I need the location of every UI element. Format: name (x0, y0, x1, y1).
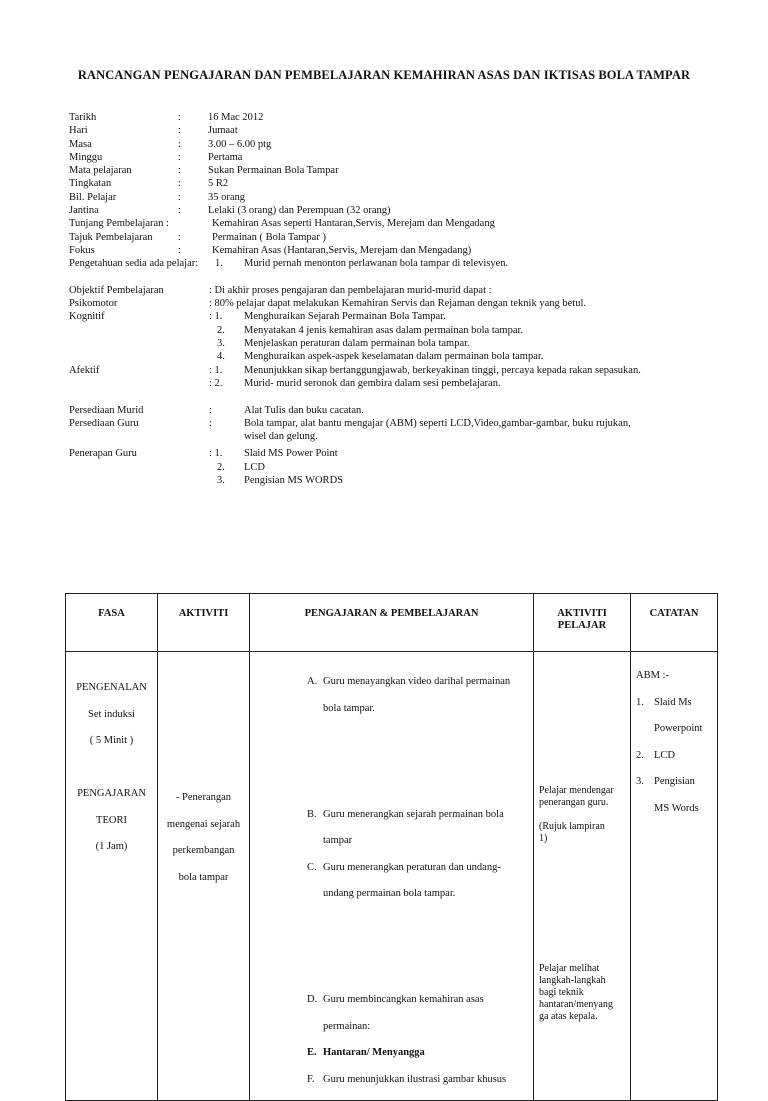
pengajaran-item (251, 940, 524, 967)
pelajar-line: bagi teknik (539, 987, 584, 998)
pelajar-line: (Rujuk lampiran (539, 821, 605, 832)
penerapan-guru-row-2: 2. LCD (217, 461, 265, 473)
persediaan-guru-row: Persediaan Guru : Bola tampar, alat bantu mengajar (ABM) seperti LCD,Video,gambar-gambar, buku rujukan, (69, 417, 631, 429)
pelajar-line: Pelajar mendengar (539, 785, 614, 796)
pengajaran-text: tampar (323, 835, 353, 846)
pengajaran-item (251, 861, 524, 888)
fasa-line: (1 Jam) (95, 841, 128, 852)
pengajaran-letter: C. (307, 861, 317, 873)
pengajaran-letter: F. (307, 1073, 315, 1085)
pengajaran-item (251, 781, 524, 808)
pengajaran-item (251, 702, 524, 729)
header-aktiviti-pelajar: AKTIVITI PELAJAR (534, 594, 631, 652)
pengajaran-text: permainan: (323, 1020, 371, 1032)
persediaan-murid-row: Persediaan Murid : Alat Tulis dan buku cacatan. (69, 404, 364, 416)
fasa-line: ( 5 Minit ) (89, 735, 134, 746)
pengajaran-letter: B. (307, 808, 317, 820)
aktiviti-line: bola tampar (178, 871, 229, 883)
fasa-line: PENGENALAN (76, 682, 147, 693)
aktiviti-line: perkembangan (172, 845, 235, 856)
info-row-tunjang: Tunjang Pembelajaran : Kemahiran Asas seperti Hantaran,Servis, Merejam dan Mengadang (69, 218, 495, 230)
pengajaran-letter: A. (307, 676, 318, 687)
catatan-title: ABM :- (636, 670, 669, 681)
pengajaran-item (251, 914, 524, 941)
document-title: RANCANGAN PENGAJARAN DAN PEMBELAJARAN KEMAHIRAN ASAS DAN IKTISAS BOLA TAMPAR (77, 68, 691, 82)
pengajaran-text: Guru menayangkan video darihal permainan (323, 676, 511, 687)
info-row-hari: Hari : Jumaat (69, 125, 238, 137)
info-row-masa: Masa : 3.00 – 6.00 ptg (69, 138, 272, 150)
kognitif-row-3: 3. Menjelaskan peraturan dalam permainan bola tampar. (217, 338, 470, 350)
pengajaran-item (251, 675, 524, 702)
info-row-bil-pelajar: Bil. Pelajar : 35 orang (69, 191, 246, 203)
pelajar-line: penerangan guru. (539, 797, 609, 808)
pengajaran-item (251, 993, 524, 1020)
fasa-line: PENGAJARAN (77, 788, 146, 799)
pengajaran-text: bola tampar. (323, 702, 375, 714)
header-pengajaran: PENGAJARAN & PEMBELAJARAN (250, 594, 534, 652)
kognitif-row-1: Kognitif : 1. Menghuraikan Sejarah Permainan Bola Tampar. (69, 311, 446, 323)
pengajaran-item (251, 887, 524, 914)
fasa-cell (66, 652, 158, 1101)
info-row-pengetahuan: Pengetahuan sedia ada pelajar: 1. Murid pernah menonton perlawanan bola tampar di televisyen. (69, 258, 509, 270)
info-row-tarikh: Tarikh : 16 Mac 2012 (69, 112, 264, 123)
info-row-mata-pelajaran: Mata pelajaran : Sukan Permainan Bola Tampar (69, 165, 339, 177)
header-aktiviti: AKTIVITI (158, 594, 250, 652)
aktiviti-pelajar-cell (534, 652, 631, 1101)
fasa-line (67, 755, 156, 782)
pengajaran-text: Guru menunjukkan ilustrasi gambar khusus (323, 1073, 507, 1085)
pengajaran-list (251, 653, 532, 1099)
aktiviti-line: - Penerangan (175, 792, 232, 803)
persediaan-guru-row-cont: wisel dan gelung. (244, 431, 318, 443)
afektif-row-2: : 2. Murid- murid seronok dan gembira dalam sesi pembelajaran. (209, 377, 501, 389)
pengajaran-letter: E. (307, 1047, 317, 1058)
aktiviti-line: mengenai sejarah (166, 818, 241, 830)
info-row-fokus: Fokus : Kemahiran Asas (Hantaran,Servis, Merejam dan Mengadang) (69, 244, 472, 256)
info-row-jantina: Jantina : Lelaki (3 orang) dan Perempuan (32 orang) (69, 205, 391, 217)
psikomotor-row: Psikomotor : 80% pelajar dapat melakukan Kemahiran Servis dan Rejaman dengan teknik yang betul. (69, 298, 587, 310)
pengajaran-letter: D. (307, 994, 318, 1005)
pengajaran-text: undang permainan bola tampar. (323, 888, 456, 899)
lesson-plan-table (65, 593, 718, 1101)
info-row-tingkatan: Tingkatan : 5 R2 (69, 178, 229, 190)
pengajaran-text: Guru menerangkan peraturan dan undang- (323, 861, 501, 873)
fasa-line: TEORI (96, 814, 127, 826)
penerapan-guru-row-3: 3. Pengisian MS WORDS (217, 475, 343, 487)
header-catatan: CATATAN (631, 594, 718, 652)
pengajaran-item (251, 1073, 524, 1100)
pengajaran-cell (250, 652, 534, 1101)
objektif-row: Objektif Pembelajaran : Di akhir proses pengajaran dan pembelajaran murid-murid dapat : (69, 284, 492, 296)
pengajaran-item (251, 967, 524, 994)
catatan-item: Powerpoint (654, 723, 703, 734)
fasa-line: Set induksi (88, 708, 135, 720)
kognitif-row-2: 2. Menyatakan 4 jenis kemahiran asas dalam permainan bola tampar. (217, 324, 524, 336)
table-header-row (66, 594, 718, 652)
table-row (66, 652, 718, 1101)
pengajaran-text: Guru membincangkan kemahiran asas (323, 994, 484, 1005)
pengajaran-item (251, 728, 524, 755)
pengajaran-item (251, 1046, 524, 1073)
afektif-row-1: Afektif : 1. Menunjukkan sikap bertanggungjawab, berkeyakinan tinggi, percaya kepada rakan sepasukan. (69, 364, 641, 376)
pelajar-line (539, 809, 625, 821)
info-row-minggu: Minggu : Pertama (69, 151, 243, 163)
lesson-info (69, 111, 709, 487)
pengajaran-text: Guru menerangkan sejarah permainan bola (323, 808, 504, 820)
catatan-item: MS Words (654, 802, 699, 814)
kognitif-row-4: 4. Menghuraikan aspek-aspek keselamatan dalam permainan bola tampar. (217, 351, 544, 363)
aktiviti-cell (158, 652, 250, 1101)
pengajaran-item (251, 1020, 524, 1047)
header-fasa: FASA (66, 594, 158, 652)
pelajar-line: hantaran/menyang (539, 999, 613, 1010)
catatan-item: 2. LCD (636, 749, 675, 761)
pelajar-line: 1) (539, 833, 548, 844)
penerapan-guru-row-1: Penerapan Guru : 1. Slaid MS Power Point (69, 448, 338, 460)
catatan-item: 3. Pengisian (636, 776, 695, 787)
catatan-item: 1. Slaid Ms (636, 696, 692, 708)
info-row-tajuk: Tajuk Pembelajaran : Permainan ( Bola Tampar ) (69, 231, 326, 243)
pelajar-line: langkah-langkah (539, 975, 606, 986)
pengajaran-item (251, 834, 524, 861)
pelajar-line: Pelajar melihat (539, 963, 600, 974)
catatan-cell (631, 652, 718, 1101)
pengajaran-item (251, 755, 524, 782)
pengajaran-item (251, 808, 524, 835)
pelajar-line: ga atas kepala. (539, 1011, 598, 1022)
pengajaran-text: Hantaran/ Menyangga (323, 1047, 425, 1058)
